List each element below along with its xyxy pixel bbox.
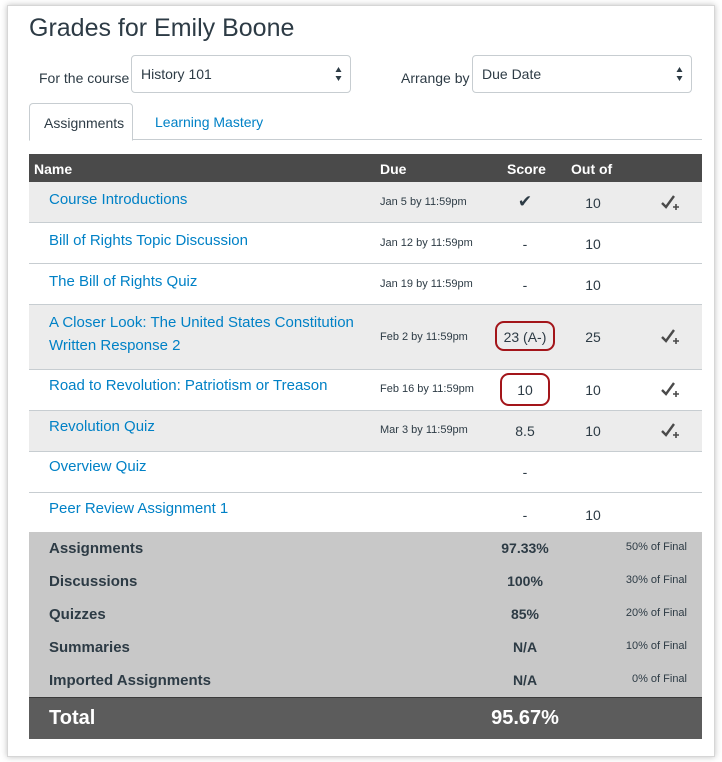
header-name: Name	[34, 161, 73, 177]
tab-learning-mastery[interactable]: Learning Mastery	[155, 114, 264, 130]
group-value: N/A	[512, 672, 538, 688]
arrange-label: Arrange by	[401, 70, 470, 86]
score: -	[522, 236, 528, 252]
total-row	[29, 697, 702, 739]
assignment-link-line2: Written Response 2	[49, 337, 181, 354]
group-row	[29, 565, 702, 598]
group-name: Imported Assignments	[49, 672, 211, 689]
course-select[interactable]	[131, 55, 351, 93]
due-date: Jan 5 by 11:59pm	[380, 196, 467, 208]
group-weight: 10% of Final	[625, 640, 687, 652]
score-checkmark-icon: ✔	[517, 192, 533, 211]
assignment-link[interactable]: Road to Revolution: Patriotism or Treason	[49, 377, 328, 394]
score: -	[522, 507, 528, 523]
assignment-link[interactable]: Overview Quiz	[49, 458, 147, 475]
group-weight: 0% of Final	[631, 673, 687, 685]
due-date: Feb 16 by 11:59pm	[380, 383, 474, 395]
out-of: 10	[585, 236, 601, 252]
checkmark-plus-icon[interactable]	[661, 381, 681, 399]
group-row	[29, 532, 702, 565]
grade-tabs	[29, 103, 702, 140]
score: 23 (A-)	[503, 329, 547, 345]
out-of: 25	[585, 329, 601, 345]
score: -	[522, 464, 528, 480]
table-row	[29, 493, 702, 532]
assignment-link[interactable]: Peer Review Assignment 1	[49, 500, 229, 517]
assignment-link[interactable]: Course Introductions	[49, 191, 188, 208]
out-of: 10	[585, 277, 601, 293]
assignment-link[interactable]	[49, 311, 354, 357]
table-row	[29, 305, 702, 370]
arrange-select-value: Due Date	[482, 66, 542, 82]
group-name: Quizzes	[49, 606, 106, 623]
assignment-link[interactable]: Bill of Rights Topic Discussion	[49, 232, 248, 249]
out-of: 10	[585, 507, 601, 523]
table-row	[29, 264, 702, 305]
score: 10	[517, 382, 533, 398]
assignment-link[interactable]: The Bill of Rights Quiz	[49, 273, 198, 290]
out-of: 10	[585, 423, 601, 439]
course-select-value: History 101	[141, 66, 212, 82]
table-row	[29, 223, 702, 264]
group-value: 97.33%	[501, 540, 549, 556]
page-title: Grades for Emily Boone	[29, 14, 295, 42]
assignment-link[interactable]: Revolution Quiz	[49, 418, 155, 435]
tab-assignments[interactable]: Assignments	[29, 103, 133, 141]
checkmark-plus-icon[interactable]	[661, 422, 681, 440]
checkmark-plus-icon[interactable]	[661, 194, 681, 212]
group-name: Summaries	[49, 639, 130, 656]
group-weight: 30% of Final	[625, 574, 687, 586]
group-name: Discussions	[49, 573, 138, 590]
table-row	[29, 182, 702, 223]
due-date: Feb 2 by 11:59pm	[380, 331, 468, 343]
grades-table	[29, 154, 702, 739]
header-due: Due	[380, 161, 407, 177]
due-date: Jan 19 by 11:59pm	[380, 278, 473, 290]
total-label: Total	[49, 707, 96, 729]
select-arrows-icon	[676, 66, 683, 82]
assignment-link-line1: A Closer Look: The United States Constitution	[49, 314, 354, 331]
table-row	[29, 370, 702, 411]
select-arrows-icon	[335, 66, 342, 82]
table-header	[29, 154, 702, 182]
header-score: Score	[507, 161, 546, 177]
out-of: 10	[585, 195, 601, 211]
arrange-select[interactable]	[472, 55, 692, 93]
score: 8.5	[515, 423, 535, 439]
header-out-of: Out of	[571, 161, 613, 177]
group-row	[29, 598, 702, 631]
table-row	[29, 452, 702, 493]
out-of: 10	[585, 382, 601, 398]
group-value: N/A	[512, 639, 538, 655]
checkmark-plus-icon[interactable]	[661, 328, 681, 346]
group-row	[29, 664, 702, 697]
group-weight: 20% of Final	[625, 607, 687, 619]
total-value: 95.67%	[491, 707, 559, 729]
due-date: Mar 3 by 11:59pm	[380, 424, 468, 436]
group-value: 85%	[510, 606, 540, 622]
group-name: Assignments	[49, 540, 144, 557]
group-row	[29, 631, 702, 664]
score: -	[522, 277, 528, 293]
group-totals	[29, 532, 702, 697]
group-value: 100%	[507, 573, 543, 589]
course-label: For the course	[39, 70, 130, 86]
group-weight: 50% of Final	[625, 541, 687, 553]
due-date: Jan 12 by 11:59pm	[380, 237, 473, 249]
table-row	[29, 411, 702, 452]
